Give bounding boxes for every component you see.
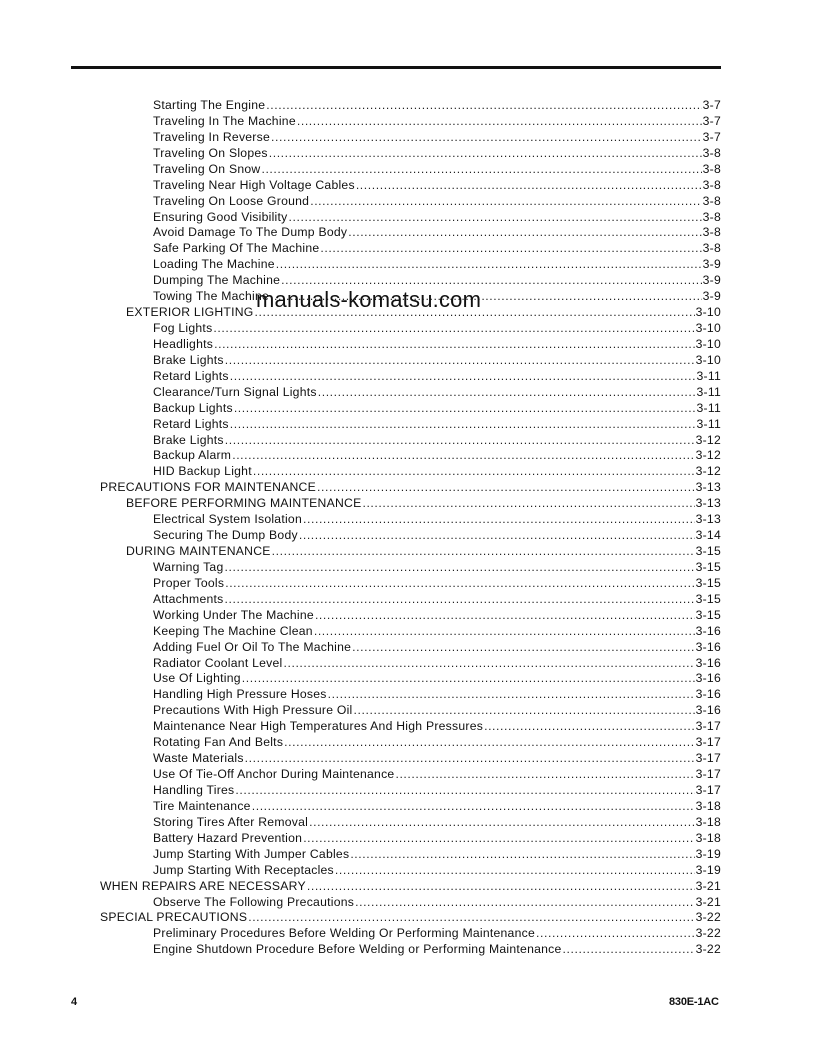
toc-entry-title: Radiator Coolant Level (153, 655, 283, 670)
toc-dot-leader (563, 941, 695, 957)
toc-dot-leader (276, 256, 702, 272)
toc-entry[interactable] (153, 798, 721, 814)
toc-entry-title: Securing The Dump Body (153, 528, 298, 543)
toc-entry-page: 3-18 (695, 814, 721, 829)
toc-entry[interactable] (153, 559, 721, 575)
toc-entry-page: 3-10 (695, 336, 721, 351)
toc-dot-leader (289, 209, 702, 225)
toc-entry[interactable] (153, 97, 721, 113)
toc-entry[interactable] (153, 925, 721, 941)
toc-entry-page: 3-21 (695, 894, 721, 909)
toc-entry-page: 3-7 (702, 113, 721, 128)
toc-dot-leader (314, 623, 695, 639)
toc-entry-title: Precautions With High Pressure Oil (153, 703, 353, 718)
toc-entry-title: Battery Hazard Prevention (153, 830, 303, 845)
toc-entry-page: 3-18 (695, 830, 721, 845)
toc-entry-title: Rotating Fan And Belts (153, 735, 284, 750)
toc-dot-leader (225, 352, 695, 368)
toc-dot-leader (320, 240, 701, 256)
toc-entry-page: 3-10 (695, 305, 721, 320)
toc-dot-leader (234, 400, 696, 416)
toc-entry-title: Jump Starting With Receptacles (153, 862, 334, 877)
toc-entry[interactable] (126, 495, 721, 511)
toc-entry-title: Retard Lights (153, 416, 229, 431)
toc-dot-leader (303, 511, 695, 527)
toc-entry-page: 3-15 (695, 575, 721, 590)
toc-dot-leader (232, 447, 694, 463)
toc-entry-title: Backup Alarm (153, 448, 232, 463)
toc-dot-leader (235, 782, 694, 798)
toc-entry-title: Storing Tires After Removal (153, 814, 309, 829)
toc-entry[interactable] (153, 161, 721, 177)
toc-entry[interactable] (153, 670, 721, 686)
toc-dot-leader (395, 766, 694, 782)
toc-dot-leader (248, 909, 694, 925)
toc-entry-page: 3-18 (695, 798, 721, 813)
toc-entry-title: Brake Lights (153, 432, 224, 447)
toc-entry-title: Tire Maintenance (153, 798, 251, 813)
toc-dot-leader (252, 798, 695, 814)
toc-entry-page: 3-11 (696, 368, 721, 383)
toc-dot-leader (348, 224, 701, 240)
toc-dot-leader (213, 320, 694, 336)
toc-entry-title: Headlights (153, 336, 214, 351)
toc-dot-leader (271, 129, 702, 145)
toc-entry-title: Preliminary Procedures Before Welding Or Performing Maintenance (153, 926, 535, 941)
toc-dot-leader (214, 336, 695, 352)
toc-entry-title: Avoid Damage To The Dump Body (153, 225, 348, 240)
toc-entry-title: Traveling On Slopes (153, 145, 268, 160)
toc-entry-page: 3-15 (695, 559, 721, 574)
toc-entry[interactable] (153, 113, 721, 129)
toc-entry[interactable] (153, 941, 721, 957)
toc-entry-title: Traveling In Reverse (153, 129, 270, 144)
toc-entry[interactable] (100, 878, 721, 894)
toc-dot-leader (225, 559, 695, 575)
toc-entry[interactable] (153, 862, 721, 878)
toc-dot-leader (225, 575, 694, 591)
toc-entry-page: 3-9 (702, 289, 721, 304)
toc-entry[interactable] (100, 479, 721, 495)
toc-entry[interactable] (153, 177, 721, 193)
toc-dot-leader (230, 416, 696, 432)
toc-entry-page: 3-11 (696, 384, 721, 399)
toc-dot-leader (283, 655, 694, 671)
toc-dot-leader (272, 543, 695, 559)
toc-entry[interactable] (153, 702, 721, 718)
toc-entry-page: 3-15 (695, 544, 721, 559)
toc-dot-leader (309, 814, 695, 830)
toc-entry-title: Safe Parking Of The Machine (153, 241, 320, 256)
toc-entry-page: 3-15 (695, 591, 721, 606)
toc-entry-title: Fog Lights (153, 321, 213, 336)
toc-entry-page: 3-16 (695, 655, 721, 670)
toc-entry-title: Loading The Machine (153, 257, 275, 272)
toc-entry[interactable] (153, 432, 721, 448)
toc-dot-leader (307, 878, 695, 894)
toc-entry-page: 3-22 (695, 910, 721, 925)
toc-entry[interactable] (153, 575, 721, 591)
toc-entry-title: Brake Lights (153, 352, 224, 367)
toc-dot-leader (536, 925, 695, 941)
toc-entry[interactable] (153, 129, 721, 145)
toc-entry[interactable] (153, 368, 721, 384)
toc-entry[interactable] (153, 830, 721, 846)
toc-entry-page: 3-16 (695, 703, 721, 718)
toc-dot-leader (225, 591, 695, 607)
toc-entry-title: Use Of Lighting (153, 671, 241, 686)
toc-entry[interactable] (153, 447, 721, 463)
toc-dot-leader (350, 846, 694, 862)
toc-entry[interactable] (153, 750, 721, 766)
toc-entry-page: 3-10 (695, 352, 721, 367)
toc-entry-page: 3-17 (695, 735, 721, 750)
toc-entry[interactable] (153, 193, 721, 209)
toc-entry-page: 3-8 (702, 161, 721, 176)
toc-dot-leader (315, 607, 695, 623)
toc-entry-title: Waste Materials (153, 751, 244, 766)
toc-entry[interactable] (153, 463, 721, 479)
toc-dot-leader (253, 463, 695, 479)
toc-entry[interactable] (153, 655, 721, 671)
toc-entry[interactable] (153, 814, 721, 830)
toc-entry-title: Working Under The Machine (153, 607, 314, 622)
toc-entry-title: Use Of Tie-Off Anchor During Maintenance (153, 767, 395, 782)
toc-entry-title: Warning Tag (153, 559, 224, 574)
toc-entry[interactable] (153, 384, 721, 400)
toc-entry-page: 3-16 (695, 623, 721, 638)
toc-entry-title: Towing The Machine (153, 289, 270, 304)
toc-entry-page: 3-16 (695, 687, 721, 702)
toc-entry-page: 3-12 (695, 448, 721, 463)
toc-entry[interactable] (153, 639, 721, 655)
toc-entry[interactable] (153, 686, 721, 702)
toc-entry-page: 3-16 (695, 639, 721, 654)
toc-entry-page: 3-10 (695, 321, 721, 336)
toc-entry-title: Electrical System Isolation (153, 512, 302, 527)
toc-entry[interactable] (153, 734, 721, 750)
toc-entry-page: 3-19 (695, 846, 721, 861)
toc-entry-page: 3-8 (702, 145, 721, 160)
toc-entry-title: Handling Tires (153, 782, 235, 797)
toc-entry[interactable] (153, 846, 721, 862)
toc-entry-page: 3-12 (695, 432, 721, 447)
toc-dot-leader (484, 718, 695, 734)
toc-dot-leader (318, 384, 696, 400)
toc-entry[interactable] (153, 591, 721, 607)
toc-entry-page: 3-11 (696, 416, 721, 431)
toc-entry-page: 3-22 (695, 926, 721, 941)
toc-entry-title: DURING MAINTENANCE (126, 544, 271, 559)
toc-dot-leader (317, 479, 695, 495)
toc-entry-title: EXTERIOR LIGHTING (126, 305, 254, 320)
toc-entry-title: Dumping The Machine (153, 273, 281, 288)
toc-dot-leader (261, 161, 701, 177)
toc-entry[interactable] (153, 256, 721, 272)
toc-entry-page: 3-17 (695, 751, 721, 766)
toc-dot-leader (269, 145, 702, 161)
toc-entry-page: 3-9 (702, 273, 721, 288)
toc-entry-page: 3-8 (702, 193, 721, 208)
toc-dot-leader (362, 495, 694, 511)
toc-entry-title: SPECIAL PRECAUTIONS (100, 910, 248, 925)
toc-entry-page: 3-8 (702, 241, 721, 256)
toc-entry-title: BEFORE PERFORMING MAINTENANCE (126, 496, 362, 511)
toc-entry-page: 3-13 (695, 496, 721, 511)
toc-entry-page: 3-8 (702, 225, 721, 240)
toc-entry[interactable] (153, 416, 721, 432)
toc-entry-title: Clearance/Turn Signal Lights (153, 384, 317, 399)
toc-entry-title: Traveling On Loose Ground (153, 193, 310, 208)
toc-dot-leader (242, 670, 695, 686)
toc-entry[interactable] (153, 607, 721, 623)
toc-entry-title: Observe The Following Precautions (153, 894, 355, 909)
footer-model: 830E-1AC (669, 996, 719, 1008)
toc-dot-leader (266, 97, 701, 113)
toc-entry-title: Attachments (153, 591, 224, 606)
toc-entry-page: 3-13 (695, 480, 721, 495)
toc-dot-leader (230, 368, 696, 384)
toc-entry-page: 3-21 (695, 878, 721, 893)
toc-entry-title: PRECAUTIONS FOR MAINTENANCE (100, 480, 316, 495)
toc-dot-leader (225, 432, 695, 448)
toc-entry-page: 3-8 (702, 177, 721, 192)
toc-entry-page: 3-22 (695, 942, 721, 957)
toc-dot-leader (281, 272, 701, 288)
toc-entry-page: 3-7 (702, 129, 721, 144)
toc-entry-page: 3-14 (695, 528, 721, 543)
toc-entry-title: Ensuring Good Visibility (153, 209, 288, 224)
toc-entry[interactable] (153, 336, 721, 352)
toc-entry-page: 3-7 (702, 98, 721, 112)
toc-entry[interactable] (153, 352, 721, 368)
toc-entry-page: 3-17 (695, 719, 721, 734)
toc-entry[interactable] (153, 272, 721, 288)
toc-entry[interactable] (153, 766, 721, 782)
toc-entry[interactable] (153, 400, 721, 416)
toc-entry[interactable] (153, 145, 721, 161)
toc-entry[interactable] (153, 224, 721, 240)
toc-entry[interactable] (153, 240, 721, 256)
toc-entry-page: 3-17 (695, 767, 721, 782)
toc-entry-title: Keeping The Machine Clean (153, 623, 313, 638)
toc-dot-leader (355, 894, 695, 910)
toc-entry-title: Traveling Near High Voltage Cables (153, 177, 355, 192)
toc-entry-title: Jump Starting With Jumper Cables (153, 846, 350, 861)
toc-dot-leader (299, 527, 695, 543)
top-rule (71, 66, 721, 69)
footer-page-number: 4 (71, 996, 78, 1008)
toc-dot-leader (297, 113, 702, 129)
toc-dot-leader (284, 734, 694, 750)
toc-entry-title: Engine Shutdown Procedure Before Welding or Performing Maintenance (153, 942, 562, 957)
toc-dot-leader (310, 193, 701, 209)
toc-entry-page: 3-9 (702, 257, 721, 272)
toc-entry[interactable] (153, 320, 721, 336)
toc-dot-leader (352, 639, 694, 655)
toc-entry-page: 3-15 (695, 607, 721, 622)
toc-entry-title: Traveling In The Machine (153, 113, 296, 128)
toc-entry-title: Traveling On Snow (153, 161, 261, 176)
toc-entry-page: 3-13 (695, 512, 721, 527)
toc-dot-leader (245, 750, 695, 766)
toc-entry[interactable] (153, 782, 721, 798)
watermark-text: manuals-komatsu.com (256, 287, 482, 312)
toc-entry[interactable] (153, 894, 721, 910)
toc-dot-leader (335, 862, 695, 878)
toc-entry[interactable] (100, 909, 721, 925)
toc-entry-title: Starting The Engine (153, 98, 266, 112)
toc-entry-title: Maintenance Near High Temperatures And High Pressures (153, 719, 484, 734)
toc-entry-page: 3-11 (696, 400, 721, 415)
toc-entry-title: WHEN REPAIRS ARE NECESSARY (100, 878, 306, 893)
toc-entry-title: Handling High Pressure Hoses (153, 687, 327, 702)
toc-entry[interactable] (153, 527, 721, 543)
toc-dot-leader (328, 686, 695, 702)
toc-entry-page: 3-19 (695, 862, 721, 877)
toc-entry-title: Retard Lights (153, 368, 229, 383)
toc-dot-leader (354, 702, 695, 718)
toc-entry[interactable] (153, 511, 721, 527)
toc-dot-leader (356, 177, 702, 193)
toc-entry-page: 3-16 (695, 671, 721, 686)
toc-entry-title: HID Backup Light (153, 464, 252, 479)
toc-entry-page: 3-8 (702, 209, 721, 224)
toc-entry[interactable] (153, 623, 721, 639)
toc-entry-title: Proper Tools (153, 575, 225, 590)
toc-entry[interactable] (153, 718, 721, 734)
toc-entry[interactable] (153, 209, 721, 225)
toc-dot-leader (303, 830, 694, 846)
toc-entry-title: Adding Fuel Or Oil To The Machine (153, 639, 352, 654)
toc-entry[interactable] (126, 543, 721, 559)
toc-entry-title: Backup Lights (153, 400, 233, 415)
toc-entry-page: 3-17 (695, 782, 721, 797)
toc-entry-page: 3-12 (695, 464, 721, 479)
